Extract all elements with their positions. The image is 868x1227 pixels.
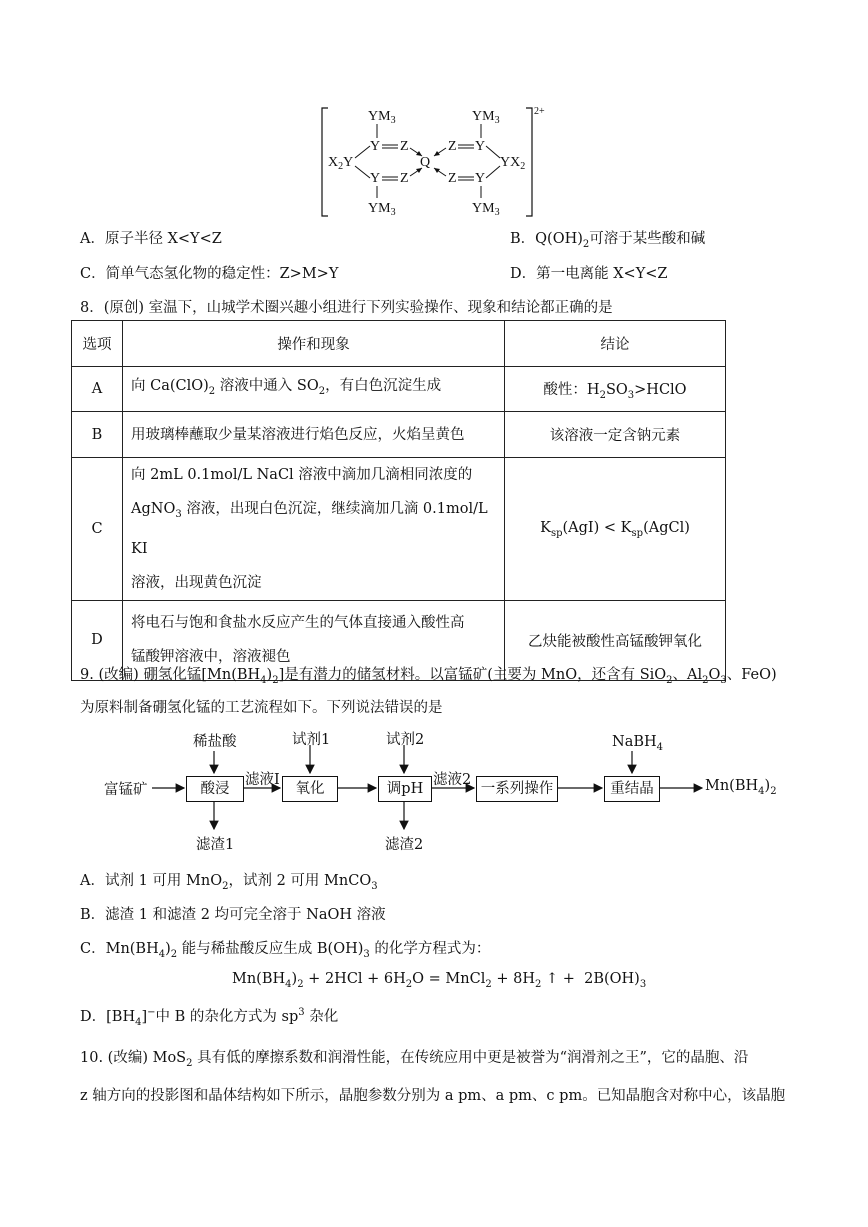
q7-option-b: B．$Q(OH)_2$可溶于某些酸和碱	[510, 231, 706, 250]
flow-box-oxidation: 氧化	[282, 776, 338, 802]
flow-residue2: 滤渣2	[385, 837, 424, 853]
table-row: A 向 $Ca(ClO)_2$ 溶液中通入 $SO_2$，有白色沉淀生成 酸性：$H_2SO_3>HClO$	[72, 367, 726, 412]
flow-start-ore: 富锰矿	[104, 782, 148, 798]
flow-filtrate1: 滤液I	[245, 772, 280, 788]
flow-filtrate2: 滤液2	[433, 772, 472, 788]
flow-box-adjust-ph: 调pH	[378, 776, 432, 802]
q10-line1: 10. (改编) MoS$_2$ 具有低的摩擦系数和润滑性能，在传统应用中更是被誉为“润滑剂之王”，它的晶胞、沿	[80, 1050, 749, 1069]
flow-nabh4: NaBH$_4$	[612, 734, 664, 753]
header-option: 选项	[72, 321, 123, 367]
q9-equation: $Mn(BH_4)_2 + 2HCl + 6H_2O$ = MnCl$_2$ + $8H_2$ ↑ + $2B(OH)_3$	[232, 971, 647, 990]
flow-acid: 稀盐酸	[193, 734, 237, 750]
ym3-top-left: $YM_3$	[368, 109, 396, 126]
q7-option-c: C．简单气态氢化物的稳定性：Z>M>Y	[80, 266, 339, 282]
svg-text:Z: Z	[448, 171, 457, 186]
q-center: Q	[420, 155, 431, 170]
flow-product: $Mn(BH_4)_2$	[705, 778, 777, 797]
svg-text:Y: Y	[370, 171, 381, 186]
q9-option-a: A．试剂 1 可用 MnO$_2$，试剂 2 可用 MnCO$_3$	[80, 873, 378, 892]
table-header-row	[72, 321, 726, 367]
header-operation: 操作和现象	[123, 321, 505, 367]
q9-option-b: B．滤渣 1 和滤渣 2 均可完全溶于 NaOH 溶液	[80, 907, 386, 923]
header-conclusion: 结论	[505, 321, 726, 367]
q9-stem-line1: 9. (改编) 硼氢化锰$[Mn(BH_4)_2]$是有潜力的储氢材料。以富锰矿(主要为 MnO，还含有 SiO$_2$、$Al_2O_3$、FeO)	[80, 667, 777, 686]
svg-text:Y: Y	[475, 171, 486, 186]
svg-text:Z: Z	[448, 139, 457, 154]
q9-option-d: D．$[BH_4]^-$中 B 的杂化方式为 $sp^3$ 杂化	[80, 1007, 339, 1028]
q10-line2: z 轴方向的投影图和晶体结构如下所示，晶胞参数分别为 a pm、a pm、c pm。已知晶胞含对称中心，该晶胞	[80, 1088, 786, 1104]
charge-label: 2+	[534, 106, 545, 117]
flow-box-acid-leach: 酸浸	[186, 776, 244, 802]
flow-reagent1: 试剂1	[292, 732, 331, 748]
q7-option-a: A．原子半径 X<Y<Z	[80, 231, 222, 247]
table-row: D 将电石与饱和食盐水反应产生的气体直接通入酸性高 锰酸钾溶液中，溶液褪色 乙炔能被酸性高锰酸钾氧化	[72, 600, 726, 680]
yx2-label: $YX_2$	[500, 155, 526, 172]
ym3-bottom-right: $YM_3$	[472, 201, 500, 218]
svg-text:Y: Y	[475, 139, 486, 154]
flow-box-recrystallize: 重结晶	[604, 776, 660, 802]
svg-text:Z: Z	[400, 171, 409, 186]
svg-text:Y: Y	[370, 139, 381, 154]
q8-stem: 8．(原创) 室温下，山城学术圈兴趣小组进行下列实验操作、现象和结论都正确的是	[80, 300, 613, 316]
experiment-table	[71, 320, 726, 681]
flow-box-series-operations: 一系列操作	[476, 776, 558, 802]
complex-structure-diagram	[300, 98, 590, 223]
table-row: C 向 2mL 0.1mol/L NaCl 溶液中滴加几滴相同浓度的 AgNO$_3$ 溶液，出现白色沉淀，继续滴加几滴 0.1mol/L KI 溶液，出现黄色沉淀 $K_{sp}(AgI)$ < $K_{sp}(AgCl)$	[72, 458, 726, 601]
x2y-label: $X_2Y$	[328, 155, 354, 172]
flow-reagent2: 试剂2	[386, 732, 425, 748]
flow-residue1: 滤渣1	[196, 837, 235, 853]
table-row: B 用玻璃棒蘸取少量某溶液进行焰色反应，火焰呈黄色 该溶液一定含钠元素	[72, 412, 726, 458]
q9-option-c: C．$Mn(BH_4)_2$ 能与稀盐酸反应生成 $B(OH)_3$ 的化学方程式为：	[80, 941, 491, 960]
ym3-top-right: $YM_3$	[472, 109, 500, 126]
q7-option-d: D．第一电离能 X<Y<Z	[510, 266, 668, 282]
ym3-bottom-left: $YM_3$	[368, 201, 396, 218]
q9-stem-line2: 为原料制备硼氢化锰的工艺流程如下。下列说法错误的是	[80, 700, 443, 716]
svg-text:Z: Z	[400, 139, 409, 154]
